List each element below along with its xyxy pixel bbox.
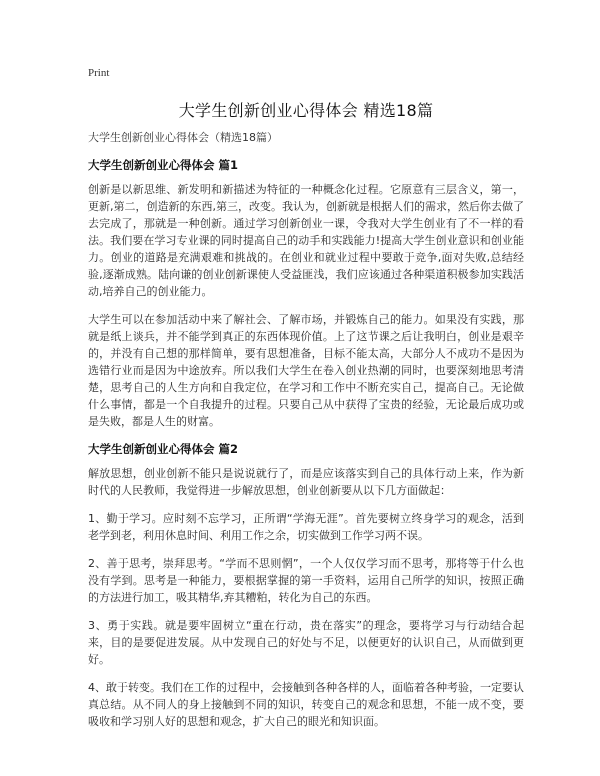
paragraph: 2、善于思考，崇拜思考。“学而不思则惘”，一个人仅仅学习而不思考，那将等于什么也没有学到。思考是一种能力，要根据掌握的第一手资料，运用自己所学的知识，按照正确的方法进行加工，吸其精华,弃其糟粕，转化为自己的东西。 (88, 557, 524, 604)
section-heading: 大学生创新创业心得体会 篇2 (88, 442, 239, 456)
paragraph: 解放思想，创业创新不能只是说说就行了，而是应该落实到自己的具体行动上来，作为新时代的人民教师，我觉得进一步解放思想，创业创新要从以下几方面做起： (88, 467, 524, 497)
paragraph: 大学生可以在参加活动中来了解社会、了解市场，并锻炼自己的能力。如果没有实践，那就是纸上谈兵，并不能学到真正的东西体现价值。上了这节课之后让我明白，创业是艰辛的，并没有自己想的那样简单，要有思想准备，目标不能太高，大部分人不成功不是因为选错行业而是因为中途放弃。所以我们大学生在卷入创业热潮的同时，也要深刻地思考清楚，思考自己的人生方向和自我定位，在学习和工作中不断充实自己，提高自己。无论做什么事情，都是一个自我提升的过程。只要自己从中获得了宝贵的经验，无论最后成功或是失败，都是人生的财富。 (88, 313, 524, 428)
section-heading: 大学生创新创业心得体会 篇1 (88, 158, 239, 172)
section-2 (88, 441, 524, 730)
paragraph: 3、勇于实践。就是要牢固树立“重在行动，贵在落实”的理念，要将学习与行动结合起来，目的是要促进发展。从中发现自己的好处与不足，以便更好的认识自己，从而做到更好。 (88, 619, 524, 666)
page-title: 大学生创新创业心得体会 精选18篇 (178, 101, 434, 120)
page-subtitle: 大学生创新创业心得体会（精选18篇） (88, 131, 278, 144)
paragraph: 创新是以新思维、新发明和新描述为特征的一种概念化过程。它原意有三层含义，第一，更新,第二，创造新的东西,第三，改变。我认为，创新就是根据人们的需求，然后你去做了去完成了，那就是一种创新。通过学习创新创业一课，令我对大学生创业有了不一样的看法。我们要在学习专业课的同时提高自己的动手和实践能力!提高大学生创业意识和创业能力。创业的道路是充满艰难和挑战的。在创业和就业过程中要敢于竞争,面对失败,总结经验,逐渐成熟。陆向谦的创业创新课使人受益匪浅，我们应该通过各种渠道积极参加实践活动,培养自己的创业能力。 (88, 183, 524, 298)
print-link[interactable]: Print (88, 67, 110, 79)
section-1 (88, 157, 524, 430)
paragraph: 4、敢于转变。我们在工作的过程中，会接触到各种各样的人，面临着各种考验，一定要认真总结。从不同人的身上接触到不同的知识，转变自己的观念和思想，不能一成不变，要吸收和学习别人好的思想和观念，扩大自己的眼光和知识面。 (88, 681, 524, 728)
document-page (88, 66, 524, 741)
paragraph: 1、勤于学习。应时刻不忘学习，正所谓“学海无涯”。首先要树立终身学习的观念，活到老学到老，利用休息时间、利用工作之余，切实做到工作学习两不误。 (88, 512, 524, 542)
